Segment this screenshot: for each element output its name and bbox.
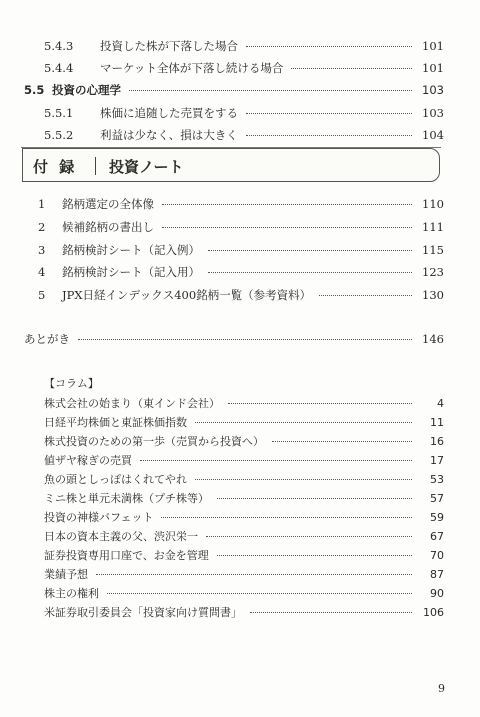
leader-dots bbox=[250, 612, 412, 613]
entry-label: JPX日経インデックス400銘柄一覧（参考資料） bbox=[62, 288, 312, 302]
leader-dots bbox=[217, 498, 412, 499]
column-entry bbox=[44, 509, 444, 525]
column-entry bbox=[44, 547, 444, 563]
column-entry bbox=[44, 414, 444, 430]
entry-label: 日経平均株価と東証株価指数 bbox=[44, 416, 187, 429]
entry-number: 5.5.1 bbox=[44, 106, 74, 120]
appendix-divider bbox=[95, 157, 96, 175]
entry-label: 株式投資のための第一歩（売買から投資へ） bbox=[44, 435, 264, 448]
column-entry bbox=[44, 490, 444, 506]
entry-label: 証券投資専用口座で、お金を管理 bbox=[44, 549, 209, 562]
toc-section-entry bbox=[24, 82, 444, 98]
leader-dots bbox=[206, 536, 412, 537]
entry-page: 103 bbox=[422, 83, 444, 97]
entry-label: 株価に追随した売買をする bbox=[100, 106, 238, 120]
leader-dots bbox=[228, 403, 412, 404]
entry-page: 111 bbox=[422, 220, 444, 234]
toc-entry bbox=[44, 60, 444, 76]
entry-label: あとがき bbox=[24, 332, 70, 346]
leader-dots bbox=[162, 204, 412, 205]
leader-dots bbox=[195, 422, 412, 423]
leader-dots bbox=[246, 113, 412, 114]
toc-entry bbox=[38, 264, 444, 280]
entry-page: 115 bbox=[422, 243, 444, 257]
appendix-title: 投資ノート bbox=[109, 158, 184, 176]
leader-dots bbox=[272, 441, 412, 442]
entry-number: 4 bbox=[38, 265, 46, 279]
leader-dots bbox=[208, 272, 412, 273]
leader-dots bbox=[195, 479, 412, 480]
entry-page: 11 bbox=[430, 416, 444, 429]
entry-page: 67 bbox=[430, 530, 444, 543]
toc-entry bbox=[38, 287, 444, 303]
leader-dots bbox=[96, 574, 412, 575]
leader-dots bbox=[291, 68, 412, 69]
entry-label: マーケット全体が下落し続ける場合 bbox=[100, 61, 284, 75]
entry-label: 銘柄検討シート（記入用） bbox=[62, 265, 200, 279]
appendix-prefix: 付 録 bbox=[33, 158, 78, 176]
column-entry bbox=[44, 471, 444, 487]
entry-label: 利益は少なく、損は大きく bbox=[100, 128, 238, 142]
column-entry bbox=[44, 452, 444, 468]
entry-label: 米証券取引委員会「投資家向け質問書」 bbox=[44, 606, 242, 619]
entry-page: 123 bbox=[422, 265, 444, 279]
entry-page: 16 bbox=[430, 435, 444, 448]
entry-label: 魚の頭としっぽはくれてやれ bbox=[44, 473, 187, 486]
toc-entry bbox=[44, 105, 444, 121]
column-entry bbox=[44, 604, 444, 620]
entry-page: 70 bbox=[430, 549, 444, 562]
entry-page: 53 bbox=[430, 473, 444, 486]
entry-page: 4 bbox=[437, 397, 444, 410]
leader-dots bbox=[78, 339, 412, 340]
entry-number: 5 bbox=[38, 288, 46, 302]
leader-dots bbox=[319, 295, 412, 296]
entry-label: 株主の権利 bbox=[44, 587, 99, 600]
entry-label: 値ザヤ稼ぎの売買 bbox=[44, 454, 132, 467]
entry-page: 87 bbox=[430, 568, 444, 581]
toc-entry bbox=[38, 219, 444, 235]
entry-page: 104 bbox=[422, 128, 444, 142]
appendix-header bbox=[22, 148, 440, 182]
leader-dots bbox=[246, 135, 412, 136]
entry-label: 株式会社の始まり（東インド会社） bbox=[44, 397, 220, 410]
entry-label: 業績予想 bbox=[44, 568, 88, 581]
entry-number: 5.5 bbox=[24, 83, 45, 97]
entry-number: 5.5.2 bbox=[44, 128, 74, 142]
entry-label: ミニ株と単元未満株（プチ株等） bbox=[44, 492, 209, 505]
entry-label: 日本の資本主義の父、渋沢栄一 bbox=[44, 530, 198, 543]
leader-dots bbox=[140, 460, 412, 461]
column-entry bbox=[44, 585, 444, 601]
toc-entry bbox=[44, 127, 444, 143]
entry-page: 106 bbox=[423, 606, 444, 619]
page-number: 9 bbox=[438, 682, 445, 695]
leader-dots bbox=[246, 46, 412, 47]
entry-label: 投資した株が下落した場合 bbox=[100, 39, 238, 53]
leader-dots bbox=[162, 227, 412, 228]
entry-number: 1 bbox=[38, 197, 46, 211]
column-entry bbox=[44, 566, 444, 582]
entry-page: 101 bbox=[422, 39, 444, 53]
entry-page: 103 bbox=[422, 106, 444, 120]
entry-page: 110 bbox=[422, 197, 444, 211]
entry-number: 5.4.3 bbox=[44, 39, 74, 53]
toc-entry bbox=[38, 196, 444, 212]
column-entry bbox=[44, 395, 444, 411]
leader-dots bbox=[129, 90, 412, 91]
entry-page: 146 bbox=[422, 332, 444, 346]
afterword-entry bbox=[24, 331, 444, 347]
leader-dots bbox=[107, 593, 412, 594]
entry-number: 2 bbox=[38, 220, 46, 234]
entry-label: 銘柄検討シート（記入例） bbox=[62, 243, 200, 257]
entry-page: 90 bbox=[430, 587, 444, 600]
entry-label: 候補銘柄の書出し bbox=[62, 220, 154, 234]
entry-page: 101 bbox=[422, 61, 444, 75]
entry-page: 130 bbox=[422, 288, 444, 302]
entry-page: 17 bbox=[430, 454, 444, 467]
column-heading bbox=[44, 375, 99, 391]
entry-page: 59 bbox=[430, 511, 444, 524]
toc-entry bbox=[44, 38, 444, 54]
column-entry bbox=[44, 433, 444, 449]
leader-dots bbox=[161, 517, 412, 518]
entry-label: 投資の心理学 bbox=[52, 83, 121, 97]
entry-number: 5.4.4 bbox=[44, 61, 74, 75]
entry-page: 57 bbox=[430, 492, 444, 505]
entry-label: 銘柄選定の全体像 bbox=[62, 197, 154, 211]
entry-label: 投資の神様バフェット bbox=[44, 511, 154, 524]
column-heading-text: 【コラム】 bbox=[44, 377, 99, 390]
entry-number: 3 bbox=[38, 243, 46, 257]
leader-dots bbox=[208, 250, 412, 251]
leader-dots bbox=[217, 555, 412, 556]
toc-entry bbox=[38, 242, 444, 258]
column-entry bbox=[44, 528, 444, 544]
